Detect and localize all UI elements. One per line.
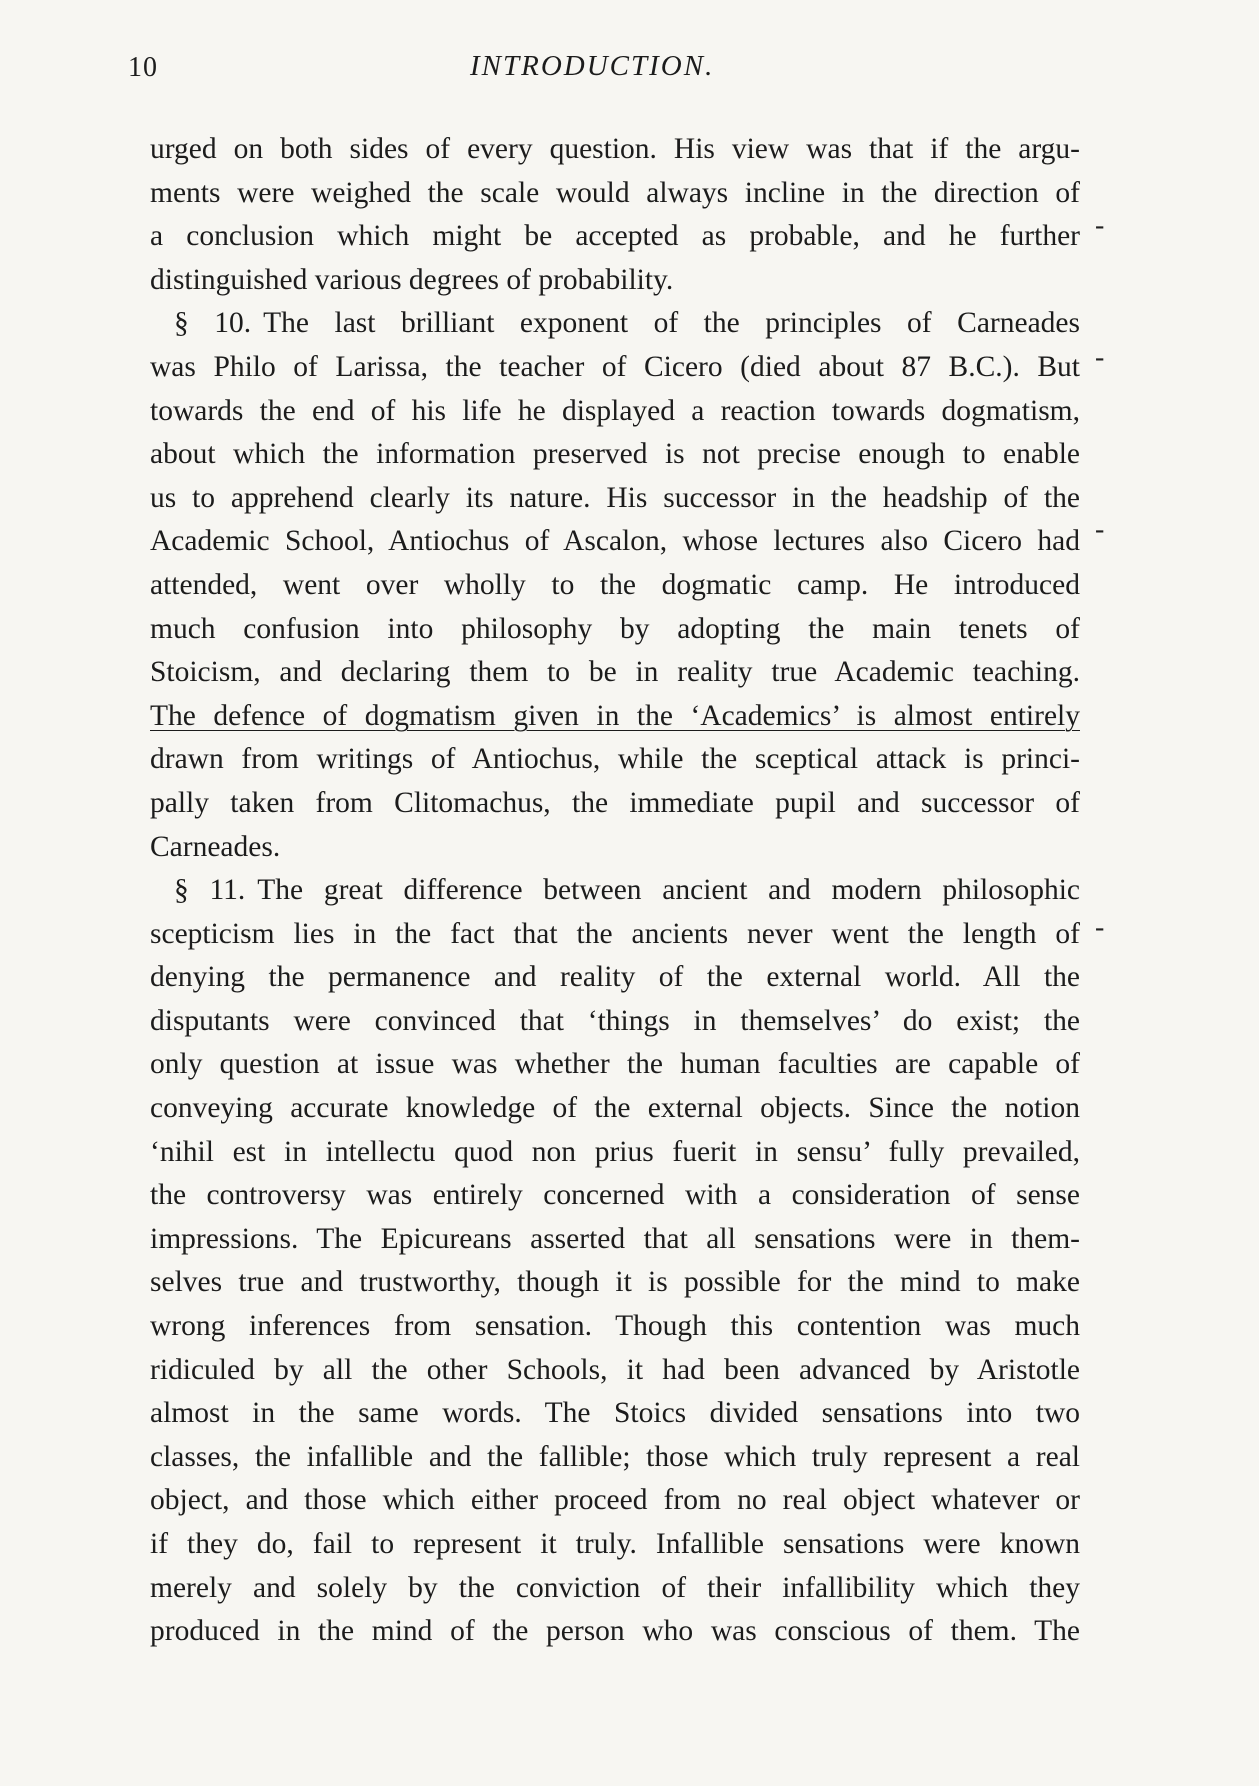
text-line: impressions. The Epicureans asserted that all sensations were in them-	[150, 1222, 1080, 1255]
section-10-start: § 10. The last brilliant exponent of the principles of Carneades	[174, 307, 1080, 340]
page-number: 10	[128, 52, 158, 83]
text-line: ments were weighed the scale would always incline in the direction of	[150, 176, 1080, 209]
text-line: much confusion into philosophy by adopting the main tenets of	[150, 612, 1080, 645]
text-line: selves true and trustworthy, though it is possible for the mind to make	[150, 1266, 1080, 1299]
text-line: a conclusion which might be accepted as probable, and he further	[150, 220, 1080, 253]
margin-mark: -	[1095, 514, 1105, 545]
underlined-line: drawn from writings of Antiochus, while the sceptical attack is princi-	[150, 743, 1080, 776]
section-marker: § 11.	[174, 874, 246, 907]
section-11-start: § 11. The great difference between ancient and modern philosophic	[174, 874, 1081, 907]
body-text	[150, 128, 1080, 1654]
text-line: wrong inferences from sensation. Though this contention was much	[150, 1310, 1080, 1343]
running-head: INTRODUCTION.	[470, 50, 715, 82]
text-line: was Philo of Larissa, the teacher of Cicero (died about 87 B.C.). But	[150, 350, 1080, 383]
text-line: conveying accurate knowledge of the external objects. Since the notion	[150, 1092, 1080, 1125]
text-line: merely and solely by the conviction of their infallibility which they	[150, 1571, 1080, 1604]
text-line: Stoicism, and declaring them to be in reality true Academic teaching.	[150, 656, 1080, 689]
text-line: distinguished various degrees of probability.	[150, 263, 674, 296]
text-line: classes, the infallible and the fallible; those which truly represent a real	[150, 1440, 1080, 1473]
text-line: us to apprehend clearly its nature. His successor in the headship of the	[150, 481, 1080, 514]
text-line: almost in the same words. The Stoics divided sensations into two	[150, 1397, 1080, 1430]
text-line: only question at issue was whether the human faculties are capable of	[150, 1048, 1080, 1081]
text-line: towards the end of his life he displayed a reaction towards dogmatism,	[150, 394, 1080, 427]
margin-mark: -	[1095, 912, 1105, 943]
text-line: the controversy was entirely concerned with a consideration of sense	[150, 1179, 1080, 1212]
text-line: ridiculed by all the other Schools, it had been advanced by Aristotle	[150, 1353, 1080, 1386]
text-line: Academic School, Antiochus of Ascalon, whose lectures also Cicero had	[150, 525, 1080, 558]
text-line: denying the permanence and reality of the external world. All the	[150, 961, 1080, 994]
text-line: disputants were convinced that ‘things in themselves’ do exist; the	[150, 1004, 1080, 1037]
text-line: produced in the mind of the person who was conscious of them. The	[150, 1615, 1080, 1648]
underlined-line: The defence of dogmatism given in the ‘Academics’ is almost entirely	[150, 699, 1080, 732]
text-line: attended, went over wholly to the dogmatic camp. He introduced	[150, 568, 1080, 601]
text-line: ‘nihil est in intellectu quod non prius fuerit in sensu’ fully prevailed,	[150, 1135, 1080, 1168]
text-line: scepticism lies in the fact that the ancients never went the length of	[150, 917, 1080, 950]
text-line: object, and those which either proceed from no real object whatever or	[150, 1484, 1080, 1517]
text-line: Carneades.	[150, 830, 281, 863]
text-line: urged on both sides of every question. His view was that if the argu-	[150, 133, 1080, 165]
margin-mark: -	[1095, 210, 1105, 241]
text-line: about which the information preserved is not precise enough to enable	[150, 438, 1080, 471]
section-marker: § 10.	[174, 307, 252, 340]
margin-mark: -	[1095, 342, 1105, 373]
text-line: pally taken from Clitomachus, the immediate pupil and successor of	[150, 786, 1080, 819]
text-line: if they do, fail to represent it truly. Infallible sensations were known	[150, 1528, 1080, 1560]
